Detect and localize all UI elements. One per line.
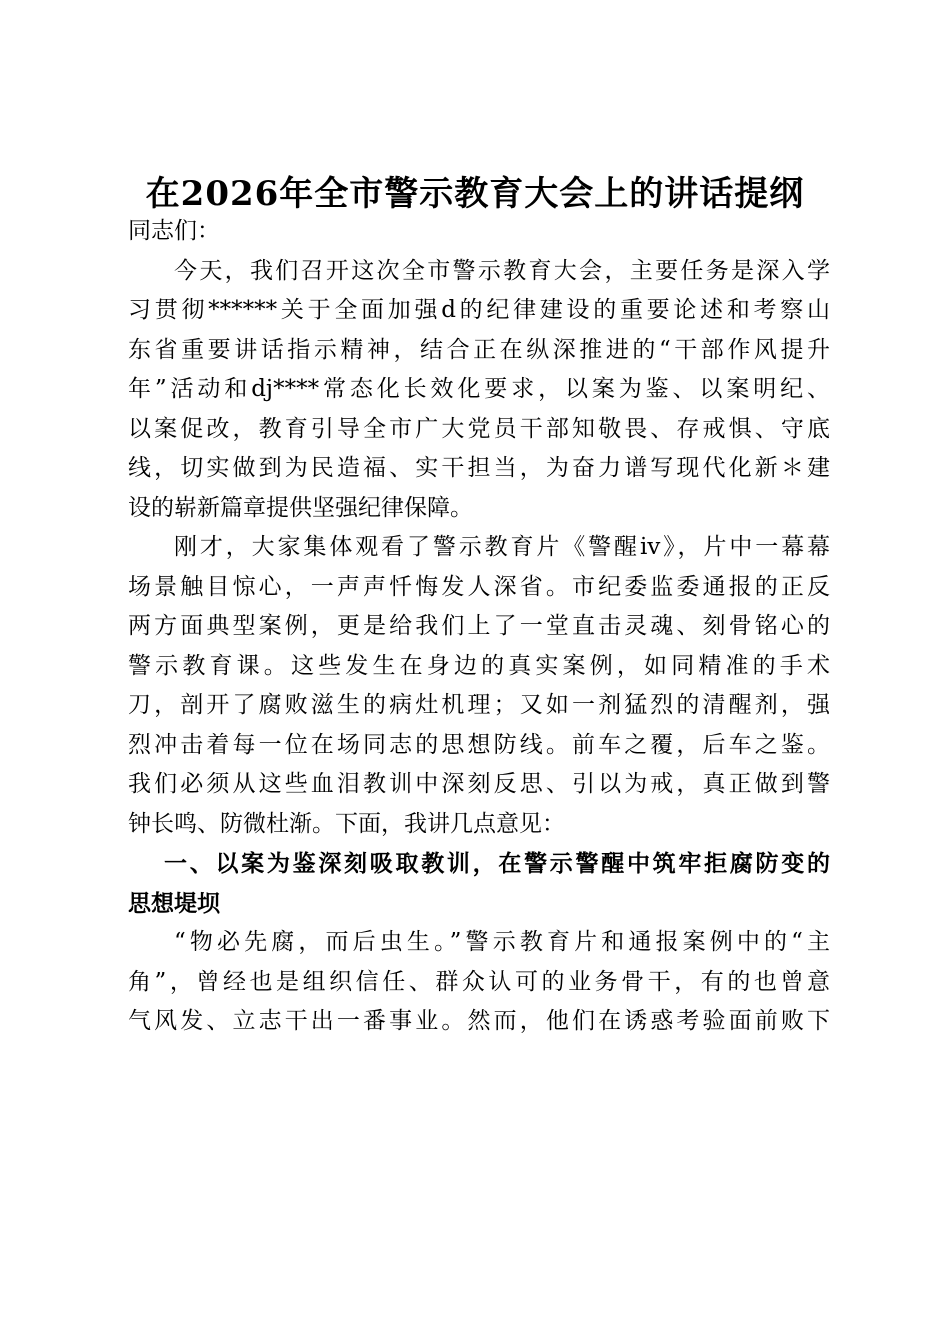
paragraph-line: 钟长鸣、防微杜渐。下面，我讲几点意见： <box>128 810 565 837</box>
paragraph-line: 警示教育课。这些发生在身边的真实案例，如同精准的手术 <box>128 652 830 679</box>
paragraph-line: “物必先腐，而后虫生。”警示教育片和通报案例中的“主 <box>174 929 830 955</box>
paragraph-line: 今天，我们召开这次全市警示教育大会，主要任务是深入学 <box>174 257 830 284</box>
paragraph-line: 气风发、立志干出一番事业。然而，他们在诱惑考验面前败下 <box>128 1008 830 1034</box>
section-heading-1 <box>128 844 830 923</box>
paragraph-3 <box>128 923 830 1042</box>
heading-line: 思想堤坝 <box>128 889 220 917</box>
paragraph-line: 设的崭新篇章提供坚强纪律保障。 <box>128 494 473 521</box>
paragraph-line: 角”，曾经也是组织信任、群众认可的业务骨干，有的也曾意 <box>128 968 830 995</box>
document-title: 在2026年全市警示教育大会上的讲话提纲 <box>145 174 805 214</box>
paragraph-line: 习贯彻******关于全面加强d的纪律建设的重要论述和考察山 <box>128 297 830 323</box>
paragraph-line: 东省重要讲话指示精神，结合正在纵深推进的“干部作风提升 <box>128 336 830 363</box>
paragraph-1 <box>128 252 830 529</box>
paragraph-line: 年”活动和dj****常态化长效化要求，以案为鉴、以案明纪、 <box>128 376 830 402</box>
paragraph-line: 两方面典型案例，更是给我们上了一堂直击灵魂、刻骨铭心的 <box>128 613 830 639</box>
paragraph-line: 线，切实做到为民造福、实干担当，为奋力谱写现代化新＊建 <box>128 455 830 481</box>
paragraph-line: 以案促改，教育引导全市广大党员干部知敬畏、存戒惧、守底 <box>128 415 830 442</box>
paragraph-2 <box>128 528 830 844</box>
paragraph-line: 场景触目惊心，一声声忏悔发人深省。市纪委监委通报的正反 <box>128 573 830 600</box>
paragraph-line: 我们必须从这些血泪教训中深刻反思、引以为戒，真正做到警 <box>128 771 830 797</box>
paragraph-line: 刀，剖开了腐败滋生的病灶机理；又如一剂猛烈的清醒剂，强 <box>128 692 830 718</box>
document-body <box>128 212 830 1042</box>
paragraph-line: 刚才，大家集体观看了警示教育片《警醒ⅳ》，片中一幕幕 <box>174 534 830 560</box>
heading-line: 一、以案为鉴深刻吸取教训，在警示警醒中筑牢拒腐防变的 <box>164 850 830 877</box>
salutation: 同志们： <box>128 218 220 244</box>
paragraph-line: 烈冲击着每一位在场同志的思想防线。前车之覆，后车之鉴。 <box>128 731 830 758</box>
